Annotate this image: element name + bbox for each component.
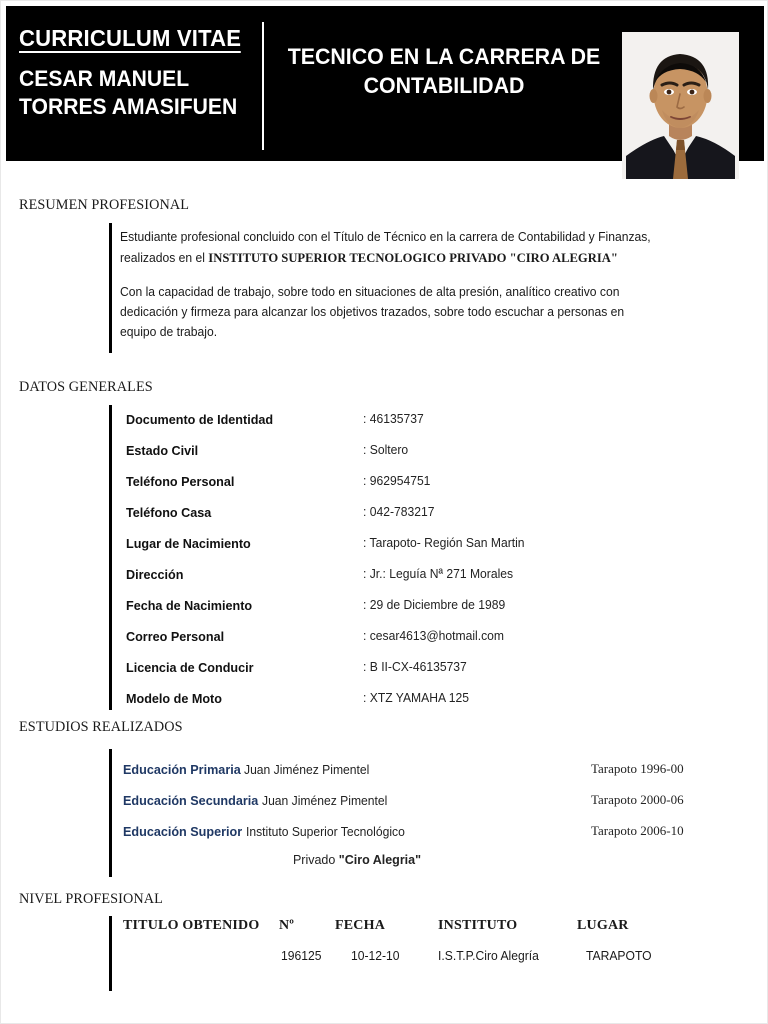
- header-role-line2: CONTABILIDAD: [363, 73, 525, 99]
- data-value: : Soltero: [363, 443, 409, 457]
- education-level: Educación Primaria: [123, 762, 241, 777]
- data-label: Correo Personal: [126, 629, 225, 644]
- nivel-left-bar: [109, 916, 112, 991]
- table-row: [126, 629, 726, 653]
- candidate-name-line2: TORRES AMASIFUEN: [19, 94, 238, 120]
- data-value: : cesar4613@hotmail.com: [363, 629, 505, 643]
- data-value: : Jr.: Leguía Nª 271 Morales: [363, 567, 514, 581]
- candidate-name-line1: CESAR MANUEL: [19, 66, 190, 92]
- table-row: [126, 598, 726, 622]
- section-heading-estudios: ESTUDIOS REALIZADOS: [19, 719, 183, 735]
- column-header-fecha: FECHA: [335, 918, 385, 933]
- data-label: Estado Civil: [126, 443, 199, 458]
- education-school: Juan Jiménez Pimentel: [262, 794, 388, 808]
- resumen-left-bar: [109, 223, 112, 353]
- data-value: : 962954751: [363, 474, 431, 488]
- table-row: [126, 443, 726, 467]
- column-header-lugar: LUGAR: [577, 918, 629, 933]
- data-value: : XTZ YAMAHA 125: [363, 691, 470, 705]
- section-heading-resumen: RESUMEN PROFESIONAL: [19, 197, 190, 213]
- summary-p1-text: Estudiante profesional concluido con el Título de Técnico en la carrera de Contabilidad y Finanzas, realizados en el: [120, 230, 651, 266]
- education-school: Instituto Superior Tecnológico: [245, 825, 405, 839]
- summary-paragraph-2: Con la capacidad de trabajo, sobre todo en situaciones de alta presión, analítico creativo con dedicación y firmeza para alcanzar los objetivos trazados, sobre todo escuchar a personas en equipo de trabajo.: [120, 284, 625, 339]
- list-item: [123, 823, 723, 845]
- education-place: Tarapoto 2006-10: [591, 823, 684, 838]
- education-place: Tarapoto 1996-00: [591, 761, 684, 776]
- header-left-block: [11, 18, 261, 158]
- education-sub-prefix: Privado: [292, 853, 339, 867]
- data-label: Fecha de Nacimiento: [126, 598, 253, 613]
- table-row: [126, 505, 726, 529]
- table-cell-instituto: I.S.T.P.Ciro Alegría: [438, 949, 539, 963]
- data-label: Modelo de Moto: [126, 691, 222, 706]
- section-heading-nivel: NIVEL PROFESIONAL: [19, 891, 163, 907]
- education-place: Tarapoto 2000-06: [591, 792, 684, 807]
- data-label: Teléfono Personal: [126, 474, 235, 489]
- section-heading-datos: DATOS GENERALES: [19, 379, 153, 395]
- data-value: : B II-CX-46135737: [363, 660, 467, 674]
- table-row: [126, 691, 726, 715]
- table-row: [126, 660, 726, 684]
- table-row: [126, 536, 726, 560]
- portrait-photo-image: [622, 32, 739, 179]
- table-cell-numero: 196125: [281, 949, 322, 963]
- table-row: [126, 412, 726, 436]
- education-sub-line: [123, 853, 591, 867]
- table-row: [126, 474, 726, 498]
- table-row: [126, 567, 726, 591]
- candidate-name: [19, 65, 251, 121]
- list-item: [123, 761, 723, 783]
- professional-summary: [120, 227, 659, 355]
- column-header-numero: Nº: [279, 918, 295, 933]
- data-value: : 042-783217: [363, 505, 435, 519]
- table-cell-fecha: 10-12-10: [351, 949, 400, 963]
- datos-left-bar: [109, 405, 112, 710]
- cv-title: CURRICULUM VITAE: [19, 26, 241, 53]
- summary-paragraph-1: [120, 227, 659, 269]
- data-label: Licencia de Conducir: [126, 660, 254, 675]
- education-school: Juan Jiménez Pimentel: [244, 763, 370, 777]
- summary-institute-name: INSTITUTO SUPERIOR TECNOLOGICO PRIVADO "CIRO ALEGRIA": [208, 250, 618, 266]
- list-item: [123, 792, 723, 814]
- data-label: Lugar de Nacimiento: [126, 536, 251, 551]
- data-label: Teléfono Casa: [126, 505, 212, 520]
- data-value: : Tarapoto- Región San Martin: [363, 536, 525, 550]
- estudios-left-bar: [109, 749, 112, 877]
- header-role-line1: TECNICO EN LA CARRERA DE: [287, 44, 601, 69]
- header-role-title: [273, 42, 614, 100]
- education-level: Educación Superior: [123, 824, 243, 839]
- header-vertical-divider: [262, 22, 264, 150]
- education-level: Educación Secundaria: [123, 793, 259, 808]
- table-cell-lugar: TARAPOTO: [586, 949, 652, 963]
- portrait-photo: [622, 32, 739, 179]
- data-value: : 29 de Diciembre de 1989: [363, 598, 506, 612]
- column-header-titulo: TITULO OBTENIDO: [123, 918, 260, 933]
- data-label: Dirección: [126, 567, 184, 582]
- data-value: : 46135737: [363, 412, 424, 426]
- column-header-instituto: INSTITUTO: [438, 918, 518, 933]
- education-sub-institute: "Ciro Alegria": [338, 853, 422, 867]
- data-label: Documento de Identidad: [126, 412, 274, 427]
